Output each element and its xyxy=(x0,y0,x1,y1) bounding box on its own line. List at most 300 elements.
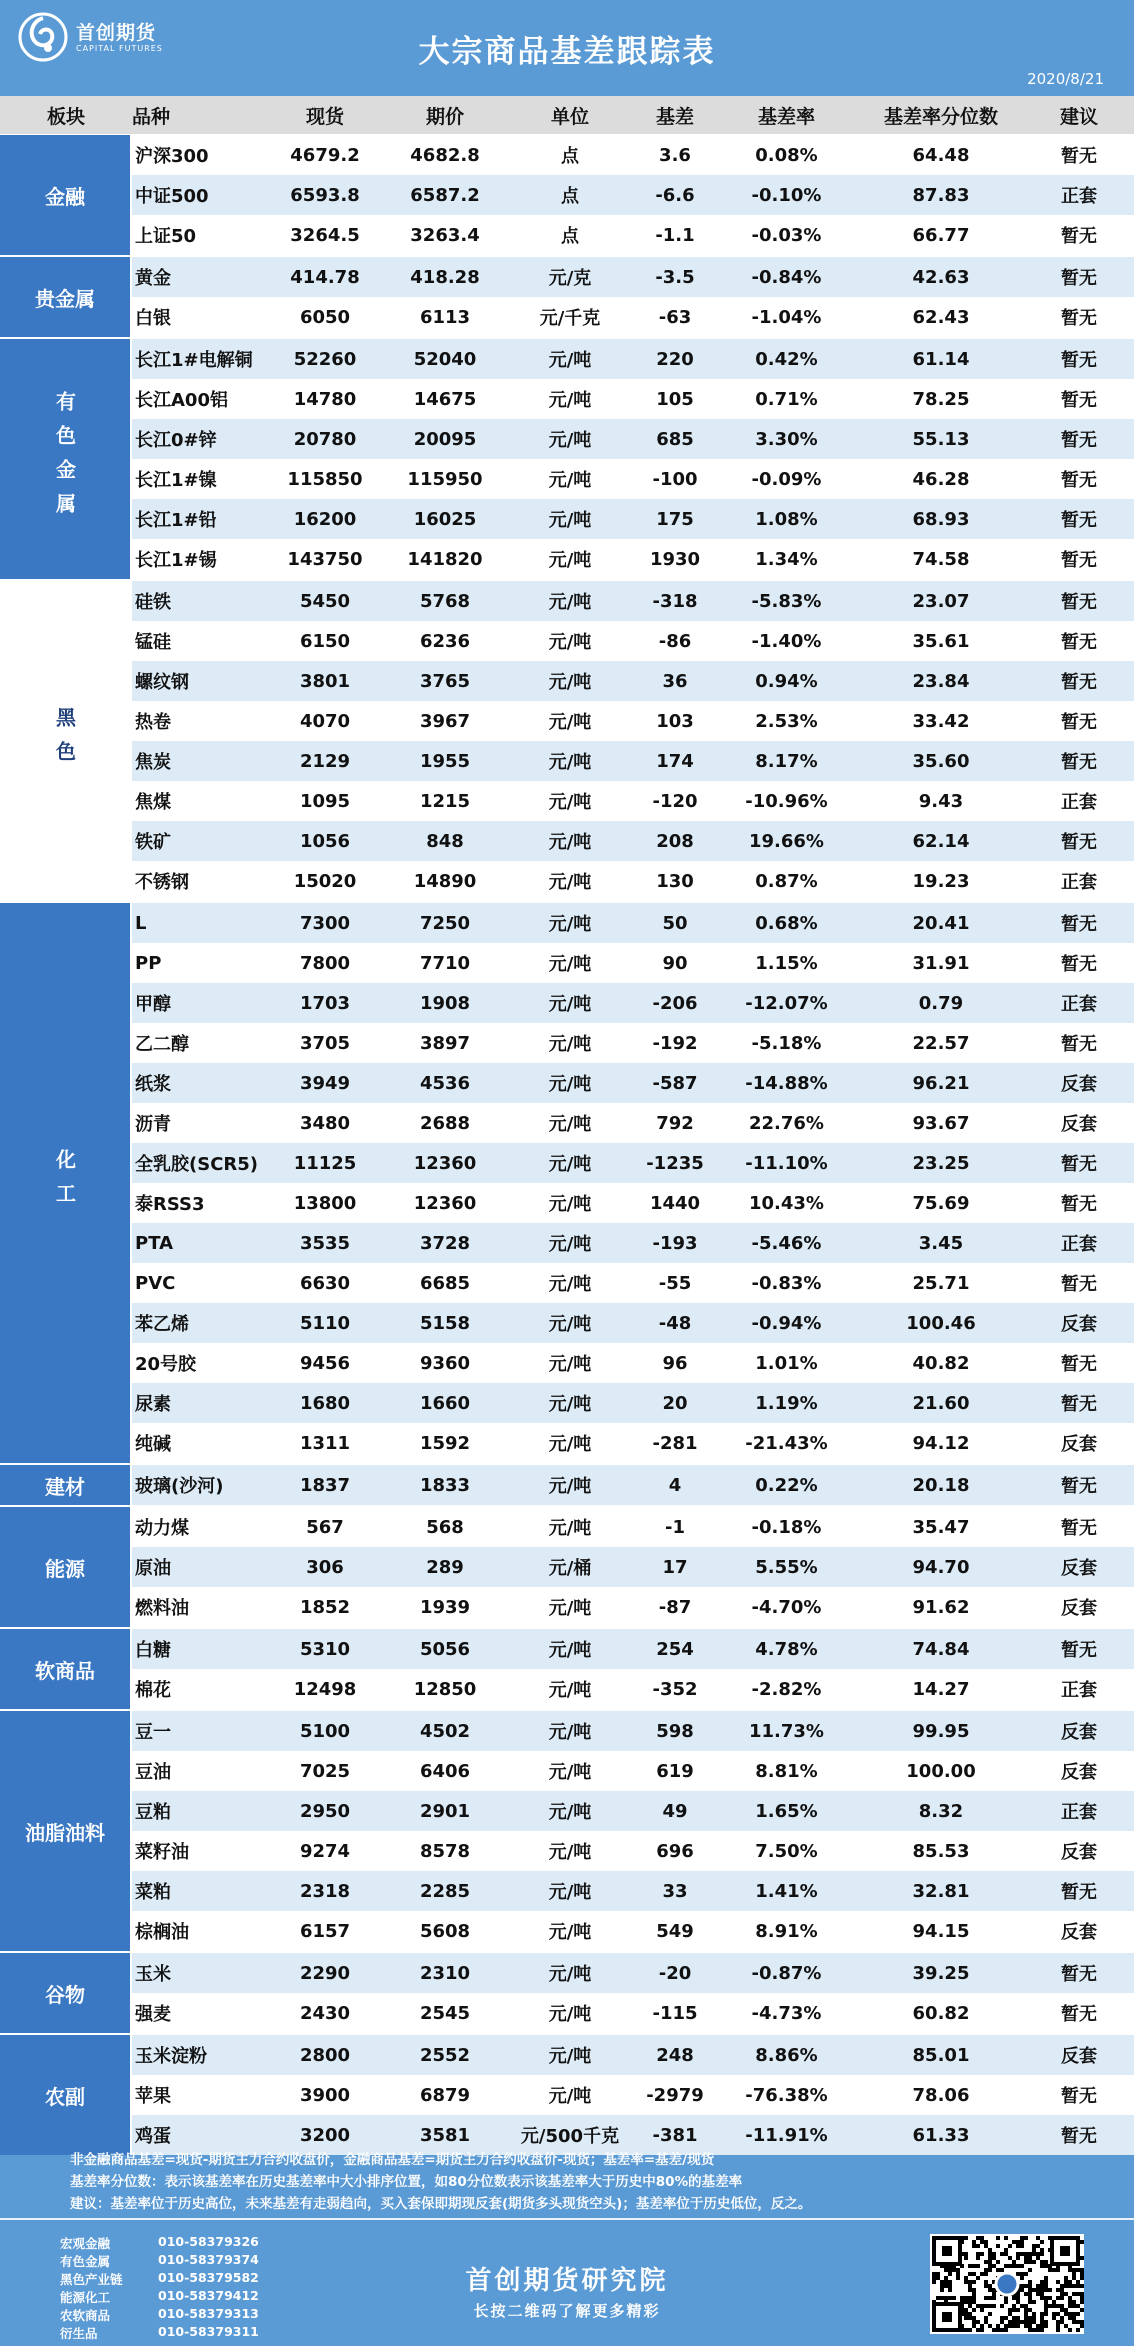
basis-rate-percentile-cell: 14.27 xyxy=(912,1678,970,1700)
suggestion-cell: 暂无 xyxy=(1061,1034,1097,1055)
basis-cell: 696 xyxy=(656,1840,694,1862)
spot-price-cell: 5110 xyxy=(299,1312,351,1334)
product-name-cell: 原油 xyxy=(135,1558,171,1579)
sector-label: 能源 xyxy=(0,1507,132,1627)
unit-cell: 元/吨 xyxy=(548,1680,592,1701)
spot-price-cell: 15020 xyxy=(293,870,357,892)
product-name-cell: 热卷 xyxy=(135,712,171,733)
futures-price-cell: 4682.8 xyxy=(410,144,480,166)
unit-cell: 元/吨 xyxy=(548,1114,592,1135)
unit-cell: 元/吨 xyxy=(548,1922,592,1943)
contact-phone: 010-58379313 xyxy=(158,2306,259,2321)
product-name-cell: 棕榈油 xyxy=(135,1922,189,1943)
table-row xyxy=(132,1343,1134,1383)
basis-rate-percentile-cell: 0.79 xyxy=(918,992,964,1014)
column-header-spot: 现货 xyxy=(305,105,344,128)
basis-cell: -2979 xyxy=(646,2084,704,2106)
basis-rate-percentile-cell: 21.60 xyxy=(912,1392,970,1414)
basis-cell: -87 xyxy=(658,1596,692,1618)
basis-rate-cell: -4.70% xyxy=(751,1596,822,1618)
spot-price-cell: 414.78 xyxy=(290,266,360,288)
column-header-sector: 板块 xyxy=(46,105,85,128)
unit-cell: 元/吨 xyxy=(548,712,592,733)
product-name-cell: 长江A00铝 xyxy=(135,390,228,411)
basis-rate-percentile-cell: 100.46 xyxy=(906,1312,976,1334)
spot-price-cell: 7025 xyxy=(299,1760,351,1782)
organization-name: 首创期货研究院 xyxy=(465,2266,669,2296)
spot-price-cell: 1703 xyxy=(299,992,351,1014)
basis-rate-percentile-cell: 20.41 xyxy=(912,912,970,934)
suggestion-cell: 反套 xyxy=(1061,1114,1097,1135)
table-row xyxy=(132,1023,1134,1063)
suggestion-cell: 暂无 xyxy=(1061,146,1097,167)
suggestion-cell: 反套 xyxy=(1061,1558,1097,1579)
spot-price-cell: 306 xyxy=(306,1556,344,1578)
suggestion-cell: 正套 xyxy=(1061,186,1097,207)
suggestion-cell: 暂无 xyxy=(1061,1964,1097,1985)
product-name-cell: 豆一 xyxy=(135,1722,171,1743)
table-row xyxy=(132,701,1134,741)
futures-price-cell: 5608 xyxy=(419,1920,471,1942)
unit-cell: 元/克 xyxy=(548,268,592,289)
table-row xyxy=(132,379,1134,419)
unit-cell: 元/500千克 xyxy=(520,2126,620,2147)
basis-rate-percentile-cell: 31.91 xyxy=(912,952,970,974)
contact-department: 有色金属 xyxy=(60,2254,111,2269)
futures-price-cell: 4502 xyxy=(419,1720,471,1742)
suggestion-cell: 暂无 xyxy=(1061,752,1097,773)
sector-group xyxy=(0,1711,1134,1953)
table-row xyxy=(132,1263,1134,1303)
product-name-cell: 强麦 xyxy=(135,2004,171,2025)
spot-price-cell: 3705 xyxy=(299,1032,351,1054)
suggestion-cell: 暂无 xyxy=(1061,470,1097,491)
slogan: 长按二维码了解更多精彩 xyxy=(473,2302,661,2320)
suggestion-cell: 正套 xyxy=(1061,994,1097,1015)
basis-rate-cell: 3.30% xyxy=(755,428,818,450)
futures-price-cell: 2310 xyxy=(419,1962,471,1984)
table-row xyxy=(132,1953,1134,1993)
futures-price-cell: 5768 xyxy=(419,590,471,612)
suggestion-cell: 暂无 xyxy=(1061,550,1097,571)
logo-text: 首创期货 xyxy=(76,22,157,44)
product-name-cell: 铁矿 xyxy=(135,832,171,853)
futures-price-cell: 20095 xyxy=(413,428,477,450)
unit-cell: 元/吨 xyxy=(548,550,592,571)
basis-rate-percentile-cell: 23.07 xyxy=(912,590,970,612)
unit-cell: 元/吨 xyxy=(548,1154,592,1175)
table-row xyxy=(132,499,1134,539)
product-name-cell: 长江0#锌 xyxy=(135,430,217,451)
basis-rate-cell: -10.96% xyxy=(745,790,828,812)
basis-rate-cell: 1.19% xyxy=(755,1392,818,1414)
basis-cell: 33 xyxy=(662,1880,688,1902)
basis-rate-cell: -4.73% xyxy=(751,2002,822,2024)
futures-price-cell: 12360 xyxy=(413,1192,477,1214)
basis-cell: 105 xyxy=(656,388,694,410)
suggestion-cell: 反套 xyxy=(1061,1842,1097,1863)
basis-cell: -193 xyxy=(652,1232,698,1254)
basis-rate-percentile-cell: 93.67 xyxy=(912,1112,970,1134)
table-row xyxy=(132,1711,1134,1751)
unit-cell: 元/吨 xyxy=(548,1476,592,1497)
sector-label: 谷物 xyxy=(0,1953,132,2033)
basis-rate-percentile-cell: 78.06 xyxy=(912,2084,970,2106)
table-row xyxy=(132,983,1134,1023)
unit-cell: 元/吨 xyxy=(548,1394,592,1415)
qr-code-icon[interactable] xyxy=(930,2234,1084,2334)
suggestion-cell: 暂无 xyxy=(1061,954,1097,975)
unit-cell: 点 xyxy=(561,186,579,207)
futures-price-cell: 6879 xyxy=(419,2084,471,2106)
basis-rate-percentile-cell: 23.25 xyxy=(912,1152,970,1174)
unit-cell: 元/吨 xyxy=(548,672,592,693)
spot-price-cell: 3200 xyxy=(299,2124,351,2146)
suggestion-cell: 正套 xyxy=(1061,1234,1097,1255)
unit-cell: 元/吨 xyxy=(548,872,592,893)
basis-rate-cell: -5.83% xyxy=(751,590,822,612)
note-percentile: 基差率分位数：表示该基差率在历史基差率中大小排序位置，如80分位数表示该基差率大于历史中80%的基差率 xyxy=(70,2174,743,2190)
sector-group xyxy=(0,1629,1134,1711)
futures-price-cell: 5056 xyxy=(419,1638,471,1660)
basis-rate-cell: 0.08% xyxy=(755,144,818,166)
basis-rate-cell: 7.50% xyxy=(755,1840,818,1862)
basis-rate-cell: -12.07% xyxy=(745,992,828,1014)
suggestion-cell: 暂无 xyxy=(1061,914,1097,935)
futures-price-cell: 5158 xyxy=(419,1312,471,1334)
spot-price-cell: 3949 xyxy=(299,1072,351,1094)
futures-price-cell: 848 xyxy=(426,830,464,852)
suggestion-cell: 暂无 xyxy=(1061,1640,1097,1661)
product-name-cell: PTA xyxy=(135,1232,174,1254)
unit-cell: 元/千克 xyxy=(539,308,601,329)
basis-rate-cell: 0.22% xyxy=(755,1474,818,1496)
table-row xyxy=(132,903,1134,943)
basis-rate-percentile-cell: 96.21 xyxy=(912,1072,970,1094)
table-row xyxy=(132,581,1134,621)
contact-line xyxy=(60,2234,259,2252)
sector-label: 化工 xyxy=(0,903,132,1463)
basis-rate-cell: 8.91% xyxy=(755,1920,818,1942)
unit-cell: 元/吨 xyxy=(548,1722,592,1743)
basis-rate-percentile-cell: 35.47 xyxy=(912,1516,970,1538)
basis-rate-cell: 4.78% xyxy=(755,1638,818,1660)
spot-price-cell: 16200 xyxy=(293,508,357,530)
basis-rate-percentile-cell: 94.70 xyxy=(912,1556,970,1578)
contact-phone: 010-58379326 xyxy=(158,2234,259,2249)
unit-cell: 元/吨 xyxy=(548,1074,592,1095)
basis-rate-percentile-cell: 8.32 xyxy=(918,1800,964,1822)
table-row xyxy=(132,943,1134,983)
table-row xyxy=(132,781,1134,821)
unit-cell: 元/吨 xyxy=(548,1354,592,1375)
spot-price-cell: 5450 xyxy=(299,590,351,612)
suggestion-cell: 暂无 xyxy=(1061,510,1097,531)
basis-cell: 49 xyxy=(662,1800,688,1822)
sector-group xyxy=(0,1465,1134,1507)
basis-rate-percentile-cell: 25.71 xyxy=(912,1272,970,1294)
spot-price-cell: 2800 xyxy=(299,2044,351,2066)
product-name-cell: 棉花 xyxy=(135,1680,171,1701)
spot-price-cell: 20780 xyxy=(293,428,357,450)
basis-table xyxy=(0,96,1134,2155)
basis-rate-percentile-cell: 61.33 xyxy=(912,2124,970,2146)
basis-rate-cell: 22.76% xyxy=(749,1112,824,1134)
sector-label: 贵金属 xyxy=(0,257,132,337)
basis-cell: -115 xyxy=(652,2002,698,2024)
product-name-cell: 20号胶 xyxy=(135,1354,197,1375)
basis-rate-cell: -11.91% xyxy=(745,2124,828,2146)
basis-cell: 254 xyxy=(656,1638,694,1660)
table-row xyxy=(132,1507,1134,1547)
unit-cell: 点 xyxy=(561,226,579,247)
basis-rate-cell: -0.09% xyxy=(751,468,822,490)
product-name-cell: 不锈钢 xyxy=(135,872,189,893)
basis-rate-cell: -0.87% xyxy=(751,1962,822,1984)
product-name-cell: 全乳胶(SCR5) xyxy=(135,1154,259,1175)
futures-price-cell: 52040 xyxy=(413,348,477,370)
basis-rate-cell: 8.81% xyxy=(755,1760,818,1782)
spot-price-cell: 13800 xyxy=(293,1192,357,1214)
suggestion-cell: 暂无 xyxy=(1061,712,1097,733)
basis-rate-percentile-cell: 85.53 xyxy=(912,1840,970,1862)
product-name-cell: 泰RSS3 xyxy=(135,1194,205,1215)
spot-price-cell: 6150 xyxy=(299,630,351,652)
spot-price-cell: 2430 xyxy=(299,2002,351,2024)
basis-cell: 685 xyxy=(656,428,694,450)
unit-cell: 元/吨 xyxy=(548,390,592,411)
basis-cell: 1930 xyxy=(649,548,701,570)
unit-cell: 元/吨 xyxy=(548,1518,592,1539)
basis-cell: -48 xyxy=(658,1312,692,1334)
suggestion-cell: 暂无 xyxy=(1061,1394,1097,1415)
futures-price-cell: 2545 xyxy=(419,2002,471,2024)
basis-rate-cell: 1.15% xyxy=(755,952,818,974)
basis-cell: -20 xyxy=(658,1962,692,1984)
basis-rate-cell: -21.43% xyxy=(745,1432,828,1454)
unit-cell: 元/吨 xyxy=(548,632,592,653)
spot-price-cell: 1095 xyxy=(299,790,351,812)
product-name-cell: 豆粕 xyxy=(135,1802,171,1823)
contact-department: 能源化工 xyxy=(60,2290,111,2305)
basis-rate-percentile-cell: 91.62 xyxy=(912,1596,970,1618)
futures-price-cell: 6236 xyxy=(419,630,471,652)
sector-label: 软商品 xyxy=(0,1629,132,1709)
suggestion-cell: 正套 xyxy=(1061,792,1097,813)
suggestion-cell: 暂无 xyxy=(1061,672,1097,693)
basis-rate-cell: -76.38% xyxy=(745,2084,828,2106)
table-row xyxy=(132,1143,1134,1183)
product-name-cell: 苯乙烯 xyxy=(135,1314,189,1335)
table-row xyxy=(132,1383,1134,1423)
spot-price-cell: 6630 xyxy=(299,1272,351,1294)
unit-cell: 点 xyxy=(561,146,579,167)
suggestion-cell: 正套 xyxy=(1061,1680,1097,1701)
logo-english-text: CAPITAL FUTURES xyxy=(76,44,163,53)
product-name-cell: 长江1#铅 xyxy=(135,510,217,531)
unit-cell: 元/吨 xyxy=(548,1034,592,1055)
basis-cell: 17 xyxy=(662,1556,688,1578)
report-date: 2020/8/21 xyxy=(1027,70,1104,88)
spot-price-cell: 5310 xyxy=(299,1638,351,1660)
spot-price-cell: 7300 xyxy=(299,912,351,934)
spot-price-cell: 2129 xyxy=(299,750,351,772)
table-body xyxy=(0,135,1134,2155)
spot-price-cell: 3264.5 xyxy=(290,224,360,246)
table-row xyxy=(132,1629,1134,1669)
suggestion-cell: 反套 xyxy=(1061,1722,1097,1743)
table-row xyxy=(132,1669,1134,1709)
basis-rate-cell: 11.73% xyxy=(749,1720,824,1742)
product-name-cell: 中证500 xyxy=(135,186,209,207)
basis-rate-percentile-cell: 35.61 xyxy=(912,630,970,652)
suggestion-cell: 暂无 xyxy=(1061,226,1097,247)
unit-cell: 元/吨 xyxy=(548,1964,592,1985)
notes xyxy=(0,2136,1134,2218)
column-header-basis-rate: 基差率 xyxy=(757,105,815,128)
basis-rate-percentile-cell: 46.28 xyxy=(912,468,970,490)
spot-price-cell: 12498 xyxy=(293,1678,357,1700)
suggestion-cell: 反套 xyxy=(1061,1074,1097,1095)
contact-line xyxy=(60,2324,259,2342)
sector-group xyxy=(0,1507,1134,1629)
sector-label: 金融 xyxy=(0,135,132,255)
product-name-cell: 沪深300 xyxy=(135,146,209,167)
basis-cell: 792 xyxy=(656,1112,694,1134)
unit-cell: 元/吨 xyxy=(548,592,592,613)
product-name-cell: 甲醇 xyxy=(135,994,171,1015)
basis-rate-percentile-cell: 61.14 xyxy=(912,348,970,370)
basis-rate-cell: -1.40% xyxy=(751,630,822,652)
suggestion-cell: 暂无 xyxy=(1061,1882,1097,1903)
suggestion-cell: 暂无 xyxy=(1061,1194,1097,1215)
page-title: 大宗商品基差跟踪表 xyxy=(418,34,716,70)
contact-phone: 010-58379311 xyxy=(158,2324,259,2339)
basis-cell: -63 xyxy=(658,306,692,328)
contact-department: 衍生品 xyxy=(60,2326,98,2341)
basis-rate-cell: 1.01% xyxy=(755,1352,818,1374)
basis-cell: -352 xyxy=(652,1678,698,1700)
table-row xyxy=(132,1791,1134,1831)
unit-cell: 元/吨 xyxy=(548,1274,592,1295)
suggestion-cell: 暂无 xyxy=(1061,308,1097,329)
unit-cell: 元/吨 xyxy=(548,1598,592,1619)
table-row xyxy=(132,135,1134,175)
spot-price-cell: 14780 xyxy=(293,388,357,410)
basis-rate-cell: 8.17% xyxy=(755,750,818,772)
suggestion-cell: 暂无 xyxy=(1061,632,1097,653)
sector-label: 油脂油料 xyxy=(0,1711,132,1951)
suggestion-cell: 暂无 xyxy=(1061,2086,1097,2107)
sector-label: 黑色 xyxy=(0,581,132,901)
basis-cell: 174 xyxy=(656,750,694,772)
product-name-cell: 长江1#镍 xyxy=(135,470,217,491)
basis-cell: 20 xyxy=(662,1392,688,1414)
basis-rate-percentile-cell: 32.81 xyxy=(912,1880,970,1902)
basis-cell: 619 xyxy=(656,1760,694,1782)
product-name-cell: 沥青 xyxy=(135,1114,171,1135)
footer xyxy=(0,2218,1134,2346)
futures-price-cell: 6406 xyxy=(419,1760,471,1782)
spot-price-cell: 2950 xyxy=(299,1800,351,1822)
basis-rate-cell: 0.71% xyxy=(755,388,818,410)
futures-price-cell: 12850 xyxy=(413,1678,477,1700)
spot-price-cell: 2290 xyxy=(299,1962,351,1984)
unit-cell: 元/吨 xyxy=(548,792,592,813)
basis-rate-percentile-cell: 64.48 xyxy=(912,144,970,166)
spot-price-cell: 6157 xyxy=(299,1920,351,1942)
product-name-cell: PVC xyxy=(135,1272,176,1294)
basis-rate-cell: 0.68% xyxy=(755,912,818,934)
suggestion-cell: 反套 xyxy=(1061,1314,1097,1335)
sector-group xyxy=(0,1953,1134,2035)
basis-cell: 103 xyxy=(656,710,694,732)
suggestion-cell: 暂无 xyxy=(1061,832,1097,853)
futures-price-cell: 3765 xyxy=(419,670,471,692)
futures-price-cell: 6685 xyxy=(419,1272,471,1294)
basis-cell: 50 xyxy=(662,912,688,934)
futures-price-cell: 3263.4 xyxy=(410,224,480,246)
suggestion-cell: 暂无 xyxy=(1061,1518,1097,1539)
futures-price-cell: 14675 xyxy=(413,388,477,410)
futures-price-cell: 3581 xyxy=(419,2124,471,2146)
table-row xyxy=(132,175,1134,215)
product-name-cell: 长江1#锡 xyxy=(135,550,217,571)
column-header-suggestion: 建议 xyxy=(1059,105,1098,128)
suggestion-cell: 反套 xyxy=(1061,1598,1097,1619)
spot-price-cell: 4679.2 xyxy=(290,144,360,166)
futures-price-cell: 1833 xyxy=(419,1474,471,1496)
basis-cell: -6.6 xyxy=(655,184,695,206)
table-row xyxy=(132,1587,1134,1627)
basis-rate-cell: -0.94% xyxy=(751,1312,822,1334)
basis-cell: 248 xyxy=(656,2044,694,2066)
basis-cell: 130 xyxy=(656,870,694,892)
futures-price-cell: 8578 xyxy=(419,1840,471,1862)
basis-cell: 1440 xyxy=(649,1192,701,1214)
basis-rate-cell: 8.86% xyxy=(755,2044,818,2066)
suggestion-cell: 暂无 xyxy=(1061,1154,1097,1175)
sector-group xyxy=(0,339,1134,581)
basis-rate-percentile-cell: 99.95 xyxy=(912,1720,970,1742)
spot-price-cell: 3801 xyxy=(299,670,351,692)
spot-price-cell: 4070 xyxy=(299,710,351,732)
spot-price-cell: 11125 xyxy=(293,1152,357,1174)
basis-rate-percentile-cell: 74.84 xyxy=(912,1638,970,1660)
basis-rate-cell: -0.83% xyxy=(751,1272,822,1294)
spot-price-cell: 1837 xyxy=(299,1474,351,1496)
spot-price-cell: 567 xyxy=(306,1516,344,1538)
product-name-cell: 乙二醇 xyxy=(135,1034,189,1055)
basis-rate-percentile-cell: 85.01 xyxy=(912,2044,970,2066)
product-name-cell: 锰硅 xyxy=(135,632,171,653)
basis-rate-percentile-cell: 3.45 xyxy=(918,1232,964,1254)
suggestion-cell: 反套 xyxy=(1061,1922,1097,1943)
table-row xyxy=(132,2075,1134,2115)
contact-phone: 010-58379582 xyxy=(158,2270,259,2285)
suggestion-cell: 暂无 xyxy=(1061,1274,1097,1295)
basis-rate-cell: 0.94% xyxy=(755,670,818,692)
futures-price-cell: 12360 xyxy=(413,1152,477,1174)
basis-rate-cell: -0.18% xyxy=(751,1516,822,1538)
suggestion-cell: 暂无 xyxy=(1061,592,1097,613)
note-suggestion: 建议：基差率位于历史高位，未来基差有走弱趋向，买入套保即期现反套(期货多头现货空头)；基差率位于历史低位，反之。 xyxy=(70,2196,812,2212)
product-name-cell: 尿素 xyxy=(135,1394,171,1415)
table-row xyxy=(132,297,1134,337)
suggestion-cell: 正套 xyxy=(1061,1802,1097,1823)
basis-rate-cell: -14.88% xyxy=(745,1072,828,1094)
spot-price-cell: 1311 xyxy=(299,1432,351,1454)
